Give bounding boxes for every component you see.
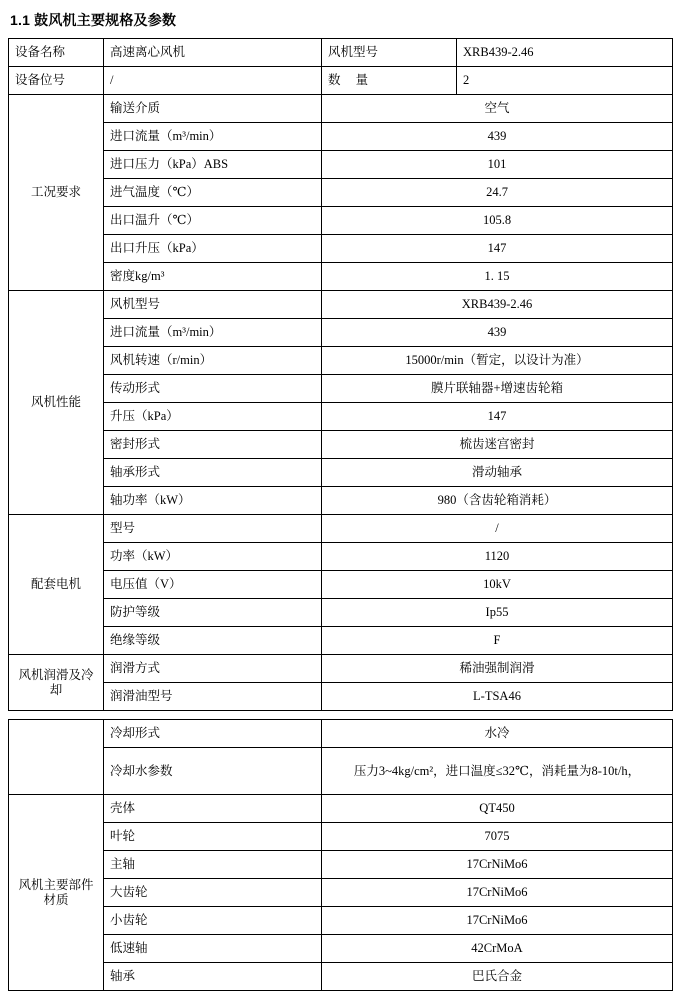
table-row	[9, 571, 673, 599]
fan-model-label: 风机型号	[322, 39, 457, 67]
row-item-label: 润滑油型号	[104, 683, 322, 711]
row-item-label: 大齿轮	[104, 879, 322, 907]
row-item-label: 主轴	[104, 851, 322, 879]
table-row	[9, 655, 673, 683]
row-item-label: 润滑方式	[104, 655, 322, 683]
table-row	[9, 487, 673, 515]
table-row	[9, 935, 673, 963]
row-item-label: 轴功率（kW）	[104, 487, 322, 515]
table-row	[9, 720, 673, 748]
row-item-value: 439	[322, 123, 673, 151]
fan-model-value: XRB439-2.46	[457, 39, 673, 67]
row-item-label: 型号	[104, 515, 322, 543]
row-item-label: 出口温升（℃）	[104, 207, 322, 235]
row-item-value: 24.7	[322, 179, 673, 207]
table-row	[9, 515, 673, 543]
table-row	[9, 347, 673, 375]
row-item-value: 7075	[322, 823, 673, 851]
row-item-label: 轴承	[104, 963, 322, 991]
row-item-label: 传动形式	[104, 375, 322, 403]
table-row	[9, 963, 673, 991]
equipment-name-value: 高速离心风机	[104, 39, 322, 67]
spec-table-part1	[8, 38, 673, 711]
row-item-value: QT450	[322, 795, 673, 823]
row-item-label: 壳体	[104, 795, 322, 823]
row-item-value: 42CrMoA	[322, 935, 673, 963]
group-label-cooling-continued	[9, 720, 104, 795]
row-item-value: 1. 15	[322, 263, 673, 291]
row-item-value: 147	[322, 235, 673, 263]
table-row	[9, 795, 673, 823]
row-item-label: 功率（kW）	[104, 543, 322, 571]
row-item-label: 风机型号	[104, 291, 322, 319]
table-row	[9, 823, 673, 851]
row-item-value: 17CrNiMo6	[322, 851, 673, 879]
row-item-label: 密度kg/m³	[104, 263, 322, 291]
row-item-value: /	[322, 515, 673, 543]
row-item-label: 叶轮	[104, 823, 322, 851]
spec-table-part2	[8, 719, 673, 991]
group-label-motor: 配套电机	[9, 515, 104, 655]
row-item-value: 101	[322, 151, 673, 179]
table-row	[9, 879, 673, 907]
row-item-value: 水冷	[322, 720, 673, 748]
page-title: 1.1 鼓风机主要规格及参数	[10, 12, 177, 28]
row-item-label: 密封形式	[104, 431, 322, 459]
row-item-label: 升压（kPa）	[104, 403, 322, 431]
table-row	[9, 67, 673, 95]
table-row	[9, 39, 673, 67]
row-item-value: 15000r/min（暂定，以设计为准）	[322, 347, 673, 375]
row-item-value: 17CrNiMo6	[322, 907, 673, 935]
table-row	[9, 179, 673, 207]
table-row	[9, 375, 673, 403]
row-item-label: 输送介质	[104, 95, 322, 123]
group-label-lubrication-cooling: 风机润滑及冷却	[9, 655, 104, 711]
table-row	[9, 907, 673, 935]
row-item-value: 17CrNiMo6	[322, 879, 673, 907]
row-item-value: XRB439-2.46	[322, 291, 673, 319]
row-item-label: 进口压力（kPa）ABS	[104, 151, 322, 179]
table-row	[9, 291, 673, 319]
row-item-value: Ip55	[322, 599, 673, 627]
table-row	[9, 683, 673, 711]
table-row	[9, 151, 673, 179]
row-item-label: 冷却水参数	[104, 748, 322, 795]
table-row	[9, 459, 673, 487]
table-row	[9, 263, 673, 291]
table-row	[9, 543, 673, 571]
row-item-value: 空气	[322, 95, 673, 123]
row-item-label: 低速轴	[104, 935, 322, 963]
row-item-label: 绝缘等级	[104, 627, 322, 655]
table-row	[9, 851, 673, 879]
row-item-value: 巴氏合金	[322, 963, 673, 991]
row-item-value: 980（含齿轮箱消耗）	[322, 487, 673, 515]
row-item-label: 风机转速（r/min）	[104, 347, 322, 375]
table-row	[9, 235, 673, 263]
row-item-label: 冷却形式	[104, 720, 322, 748]
equipment-tag-label: 设备位号	[9, 67, 104, 95]
table-row	[9, 599, 673, 627]
table-row	[9, 123, 673, 151]
row-item-label: 防护等级	[104, 599, 322, 627]
row-item-value: 147	[322, 403, 673, 431]
table-row	[9, 207, 673, 235]
row-item-value: 1120	[322, 543, 673, 571]
row-item-value: 梳齿迷宫密封	[322, 431, 673, 459]
row-item-value: F	[322, 627, 673, 655]
row-item-value: 膜片联轴器+增速齿轮箱	[322, 375, 673, 403]
row-item-label: 进气温度（℃）	[104, 179, 322, 207]
row-item-label: 出口升压（kPa）	[104, 235, 322, 263]
row-item-value: 439	[322, 319, 673, 347]
row-item-value: 105.8	[322, 207, 673, 235]
group-label-operating-conditions: 工况要求	[9, 95, 104, 291]
table-row	[9, 319, 673, 347]
group-label-fan-performance: 风机性能	[9, 291, 104, 515]
equipment-tag-value: /	[104, 67, 322, 95]
row-item-label: 进口流量（m³/min）	[104, 123, 322, 151]
equipment-name-label: 设备名称	[9, 39, 104, 67]
row-item-value: 滑动轴承	[322, 459, 673, 487]
table-row	[9, 95, 673, 123]
table-row	[9, 403, 673, 431]
quantity-value: 2	[457, 67, 673, 95]
table-row	[9, 627, 673, 655]
table-row	[9, 431, 673, 459]
row-item-value: 压力3~4kg/cm²，进口温度≤32℃，消耗量为8-10t/h，	[322, 748, 673, 795]
row-item-label: 进口流量（m³/min）	[104, 319, 322, 347]
row-item-value: L-TSA46	[322, 683, 673, 711]
row-item-value: 稀油强制润滑	[322, 655, 673, 683]
group-label-component-materials: 风机主要部件材质	[9, 795, 104, 991]
row-item-label: 轴承形式	[104, 459, 322, 487]
row-item-label: 电压值（V）	[104, 571, 322, 599]
table-page-break	[8, 711, 672, 719]
row-item-value: 10kV	[322, 571, 673, 599]
quantity-label: 数 量	[322, 67, 457, 95]
row-item-label: 小齿轮	[104, 907, 322, 935]
table-row	[9, 748, 673, 795]
